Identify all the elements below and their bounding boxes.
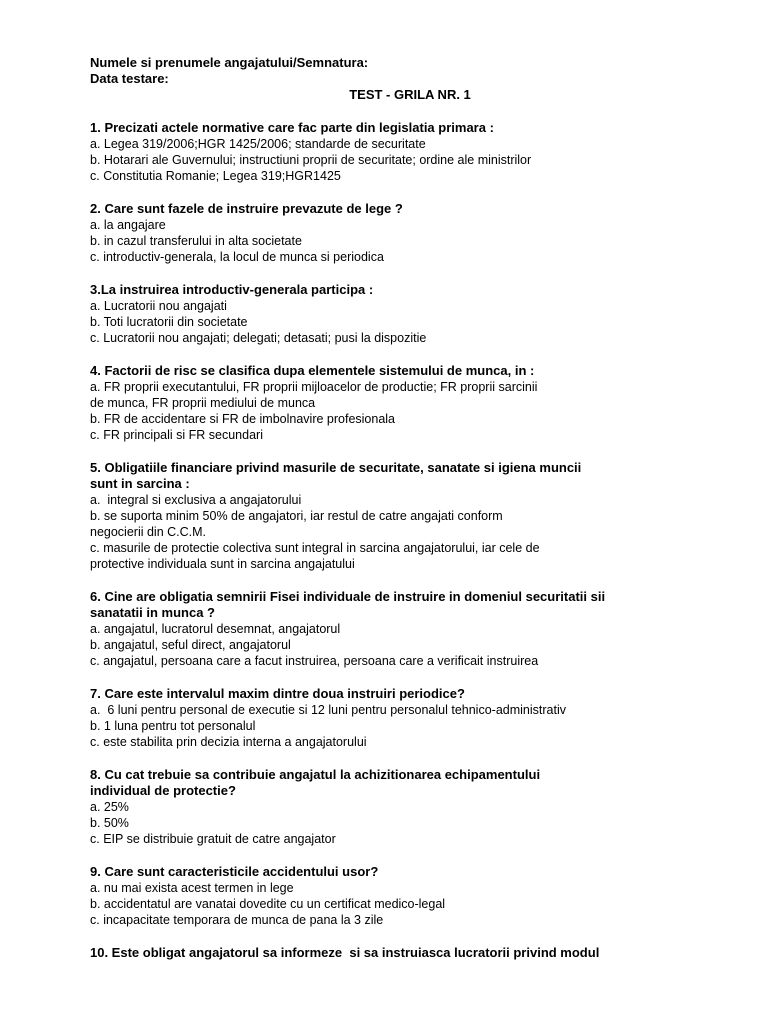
test-date-label: Data testare: bbox=[90, 71, 169, 86]
question-text: 4. Factorii de risc se clasifica dupa elementele sistemului de munca, in : bbox=[90, 363, 535, 378]
question-text: 9. Care sunt caracteristicile accidentului usor? bbox=[90, 864, 379, 879]
answer-option: c. angajatul, persoana care a facut instruirea, persoana care a verificait instruirea bbox=[90, 654, 539, 668]
question-block bbox=[90, 363, 690, 443]
answer-option: b. Hotarari ale Guvernului; instructiuni proprii de securitate; ordine ale ministrilor bbox=[90, 153, 532, 167]
answer-option: b. angajatul, seful direct, angajatorul bbox=[90, 638, 291, 652]
answer-option: b. in cazul transferului in alta societate bbox=[90, 234, 302, 248]
question-text: 3.La instruirea introductiv-generala participa : bbox=[90, 282, 374, 297]
question-block bbox=[90, 120, 690, 184]
answer-option: c. FR principali si FR secundari bbox=[90, 428, 263, 442]
answer-option: a. FR proprii executantului, FR proprii mijloacelor de productie; FR proprii sarcinii de munca, FR proprii mediului de munca bbox=[90, 380, 538, 410]
answer-option: a. Lucratorii nou angajati bbox=[90, 299, 227, 313]
answer-option: c. Constitutia Romanie; Legea 319;HGR1425 bbox=[90, 169, 341, 183]
question-block bbox=[90, 767, 690, 847]
document-header bbox=[90, 55, 690, 103]
answer-option: a. la angajare bbox=[90, 218, 166, 232]
answer-option: a. angajatul, lucratorul desemnat, angajatorul bbox=[90, 622, 341, 636]
question-block bbox=[90, 945, 690, 961]
question-block bbox=[90, 589, 690, 669]
question-block bbox=[90, 201, 690, 265]
question-block bbox=[90, 686, 690, 750]
question-text: 10. Este obligat angajatorul sa informeze si sa instruiasca lucratorii privind modul bbox=[90, 945, 600, 960]
question-block bbox=[90, 282, 690, 346]
answer-option: c. masurile de protectie colectiva sunt integral in sarcina angajatorului, iar cele de protective individuala sunt in sarcina angajatului bbox=[90, 541, 540, 571]
question-block bbox=[90, 864, 690, 928]
answer-option: a. nu mai exista acest termen in lege bbox=[90, 881, 294, 895]
answer-option: a. Legea 319/2006;HGR 1425/2006; standarde de securitate bbox=[90, 137, 426, 151]
question-text: 1. Precizati actele normative care fac parte din legislatia primara : bbox=[90, 120, 494, 135]
answer-option: b. FR de accidentare si FR de imbolnavire profesionala bbox=[90, 412, 396, 426]
question-text: 2. Care sunt fazele de instruire prevazute de lege ? bbox=[90, 201, 403, 216]
answer-option: b. 50% bbox=[90, 816, 129, 830]
answer-option: a. integral si exclusiva a angajatorului bbox=[90, 493, 302, 507]
question-text: 6. Cine are obligatia semnirii Fisei individuale de instruire in domeniul securitatii sii sanatatii in munca ? bbox=[90, 589, 606, 620]
answer-option: b. se suporta minim 50% de angajatori, iar restul de catre angajati conform negocierii din C.C.M. bbox=[90, 509, 503, 539]
answer-option: b. Toti lucratorii din societate bbox=[90, 315, 248, 329]
question-text: 8. Cu cat trebuie sa contribuie angajatul la achizitionarea echipamentului individual de protectie? bbox=[90, 767, 541, 798]
answer-option: b. accidentatul are vanatai dovedite cu un certificat medico-legal bbox=[90, 897, 446, 911]
answer-option: a. 25% bbox=[90, 800, 129, 814]
questions-list bbox=[90, 120, 690, 978]
answer-option: c. introductiv-generala, la locul de munca si periodica bbox=[90, 250, 384, 264]
answer-option: c. EIP se distribuie gratuit de catre angajator bbox=[90, 832, 336, 846]
answer-option: c. este stabilita prin decizia interna a angajatorului bbox=[90, 735, 367, 749]
question-block bbox=[90, 460, 690, 572]
answer-option: a. 6 luni pentru personal de executie si 12 luni pentru personalul tehnico-administrativ bbox=[90, 703, 566, 717]
answer-option: c. incapacitate temporara de munca de pana la 3 zile bbox=[90, 913, 384, 927]
question-text: 5. Obligatiile financiare privind masurile de securitate, sanatate si igiena muncii sunt in sarcina : bbox=[90, 460, 582, 491]
employee-name-signature-label: Numele si prenumele angajatului/Semnatura: bbox=[90, 55, 369, 70]
answer-option: b. 1 luna pentru tot personalul bbox=[90, 719, 256, 733]
document-title: TEST - GRILA NR. 1 bbox=[349, 87, 471, 102]
answer-option: c. Lucratorii nou angajati; delegati; detasati; pusi la dispozitie bbox=[90, 331, 427, 345]
question-text: 7. Care este intervalul maxim dintre doua instruiri periodice? bbox=[90, 686, 465, 701]
